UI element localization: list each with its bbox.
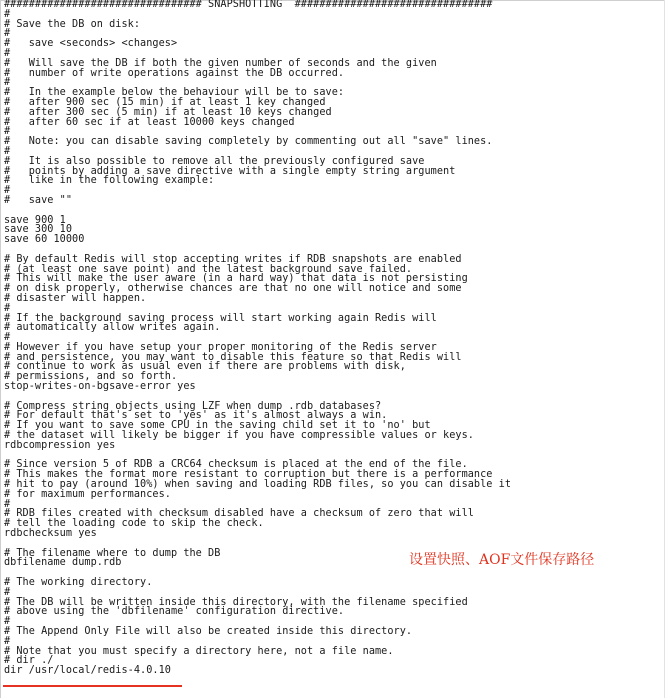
config-line: # The DB will be written inside this directory, with the filename specified — [4, 596, 468, 608]
config-line: # — [4, 8, 11, 20]
config-line: # The working directory. — [4, 577, 153, 589]
config-line: # The Append Only File will also be created inside this directory. — [4, 626, 413, 637]
config-line: # Will save the DB if both the given number of seconds and the given — [4, 57, 437, 69]
config-text[interactable] — [4, 0, 511, 676]
config-line: # This will make the user aware (in a hard way) that data is not persisting — [4, 273, 468, 285]
config-line: # on disk properly, otherwise chances are that no one will notice and some — [4, 283, 462, 295]
config-line: # — [4, 616, 11, 628]
config-line: # number of write operations against the DB occurred. — [4, 67, 345, 79]
annotation-underline — [3, 685, 182, 687]
config-line: # dir ./ — [4, 655, 54, 667]
config-line: # — [4, 302, 11, 314]
config-line: # after 300 sec (5 min) if at least 10 keys changed — [4, 106, 332, 118]
config-line: # like in the following example: — [4, 175, 215, 187]
annotation-label: 设置快照、AOF文件保存路径 — [409, 552, 595, 568]
config-line: # However if you have setup your proper monitoring of the Redis server — [4, 341, 437, 353]
config-line: # — [4, 185, 11, 197]
config-line: # In the example below the behaviour will be to save: — [4, 87, 345, 99]
config-line: # If the background saving process will start working again Redis will — [4, 312, 437, 324]
config-line: # continue to work as usual even if there are problems with disk, — [4, 361, 406, 373]
config-line: # for maximum performances. — [4, 488, 171, 500]
config-line: # hit to pay (around 10%) when saving and loading RDB files, so you can disable it — [4, 479, 512, 491]
config-line: dir /usr/local/redis-4.0.10 — [4, 665, 171, 677]
config-line: # — [4, 28, 11, 40]
config-line: dbfilename dump.rdb — [4, 557, 122, 569]
config-line: # Save the DB on disk: — [4, 18, 141, 30]
config-line: # save "" — [4, 194, 73, 206]
config-line: # above using the 'dbfilename' configuration directive. — [4, 606, 345, 618]
config-line: # after 60 sec if at least 10000 keys changed — [4, 116, 295, 128]
config-line: # — [4, 145, 11, 157]
config-line: rdbchecksum yes — [4, 528, 97, 540]
config-line: # — [4, 635, 11, 647]
config-line: ################################ SNAPSHOTTING ################################ — [4, 0, 493, 10]
config-line: # If you want to save some CPU in the saving child set it to 'no' but — [4, 420, 431, 432]
config-line: # — [4, 77, 11, 89]
config-line: rdbcompression yes — [4, 439, 116, 451]
config-line: # the dataset will likely be bigger if you have compressible values or keys. — [4, 430, 474, 442]
config-line: # disaster will happen. — [4, 292, 147, 304]
config-line: # — [4, 586, 11, 598]
config-line: # (at least one save point) and the latest background save failed. — [4, 263, 413, 275]
config-line: # — [4, 332, 11, 344]
config-line: # points by adding a save directive with a single empty string argument — [4, 165, 456, 177]
config-line: # and persistence, you may want to disable this feature so that Redis will — [4, 351, 462, 363]
config-line: # By default Redis will stop accepting writes if RDB snapshots are enabled — [4, 253, 462, 265]
config-line: # Note: you can disable saving completely by commenting out all "save" lines. — [4, 136, 493, 148]
config-line: # For default that's set to 'yes' as it's almost always a win. — [4, 410, 388, 422]
config-line: # It is also possible to remove all the previously configured save — [4, 155, 425, 167]
config-line: # save <seconds> <changes> — [4, 38, 178, 50]
config-line: # Note that you must specify a directory here, not a file name. — [4, 645, 394, 657]
editor-border-left — [0, 0, 1, 698]
config-line: # RDB files created with checksum disabled have a checksum of zero that will — [4, 508, 474, 520]
config-line: save 300 10 — [4, 224, 73, 236]
config-line: # This makes the format more resistant to corruption but there is a performance — [4, 469, 493, 481]
config-line: save 900 1 — [4, 214, 66, 226]
config-line: # — [4, 47, 11, 59]
config-line: # Compress string objects using LZF when dump .rdb databases? — [4, 400, 382, 412]
config-line: # automatically allow writes again. — [4, 322, 221, 334]
config-line: # permissions, and so forth. — [4, 371, 178, 383]
config-line: # — [4, 498, 11, 510]
config-line: # after 900 sec (15 min) if at least 1 key changed — [4, 96, 326, 108]
config-line: # tell the loading code to skip the check. — [4, 518, 264, 530]
config-line: save 60 10000 — [4, 234, 85, 246]
config-line: stop-writes-on-bgsave-error yes — [4, 381, 196, 393]
config-line: # — [4, 126, 11, 138]
config-line — [4, 206, 511, 216]
config-line: # Since version 5 of RDB a CRC64 checksum is placed at the end of the file. — [4, 459, 468, 471]
config-line: # The filename where to dump the DB — [4, 547, 221, 559]
